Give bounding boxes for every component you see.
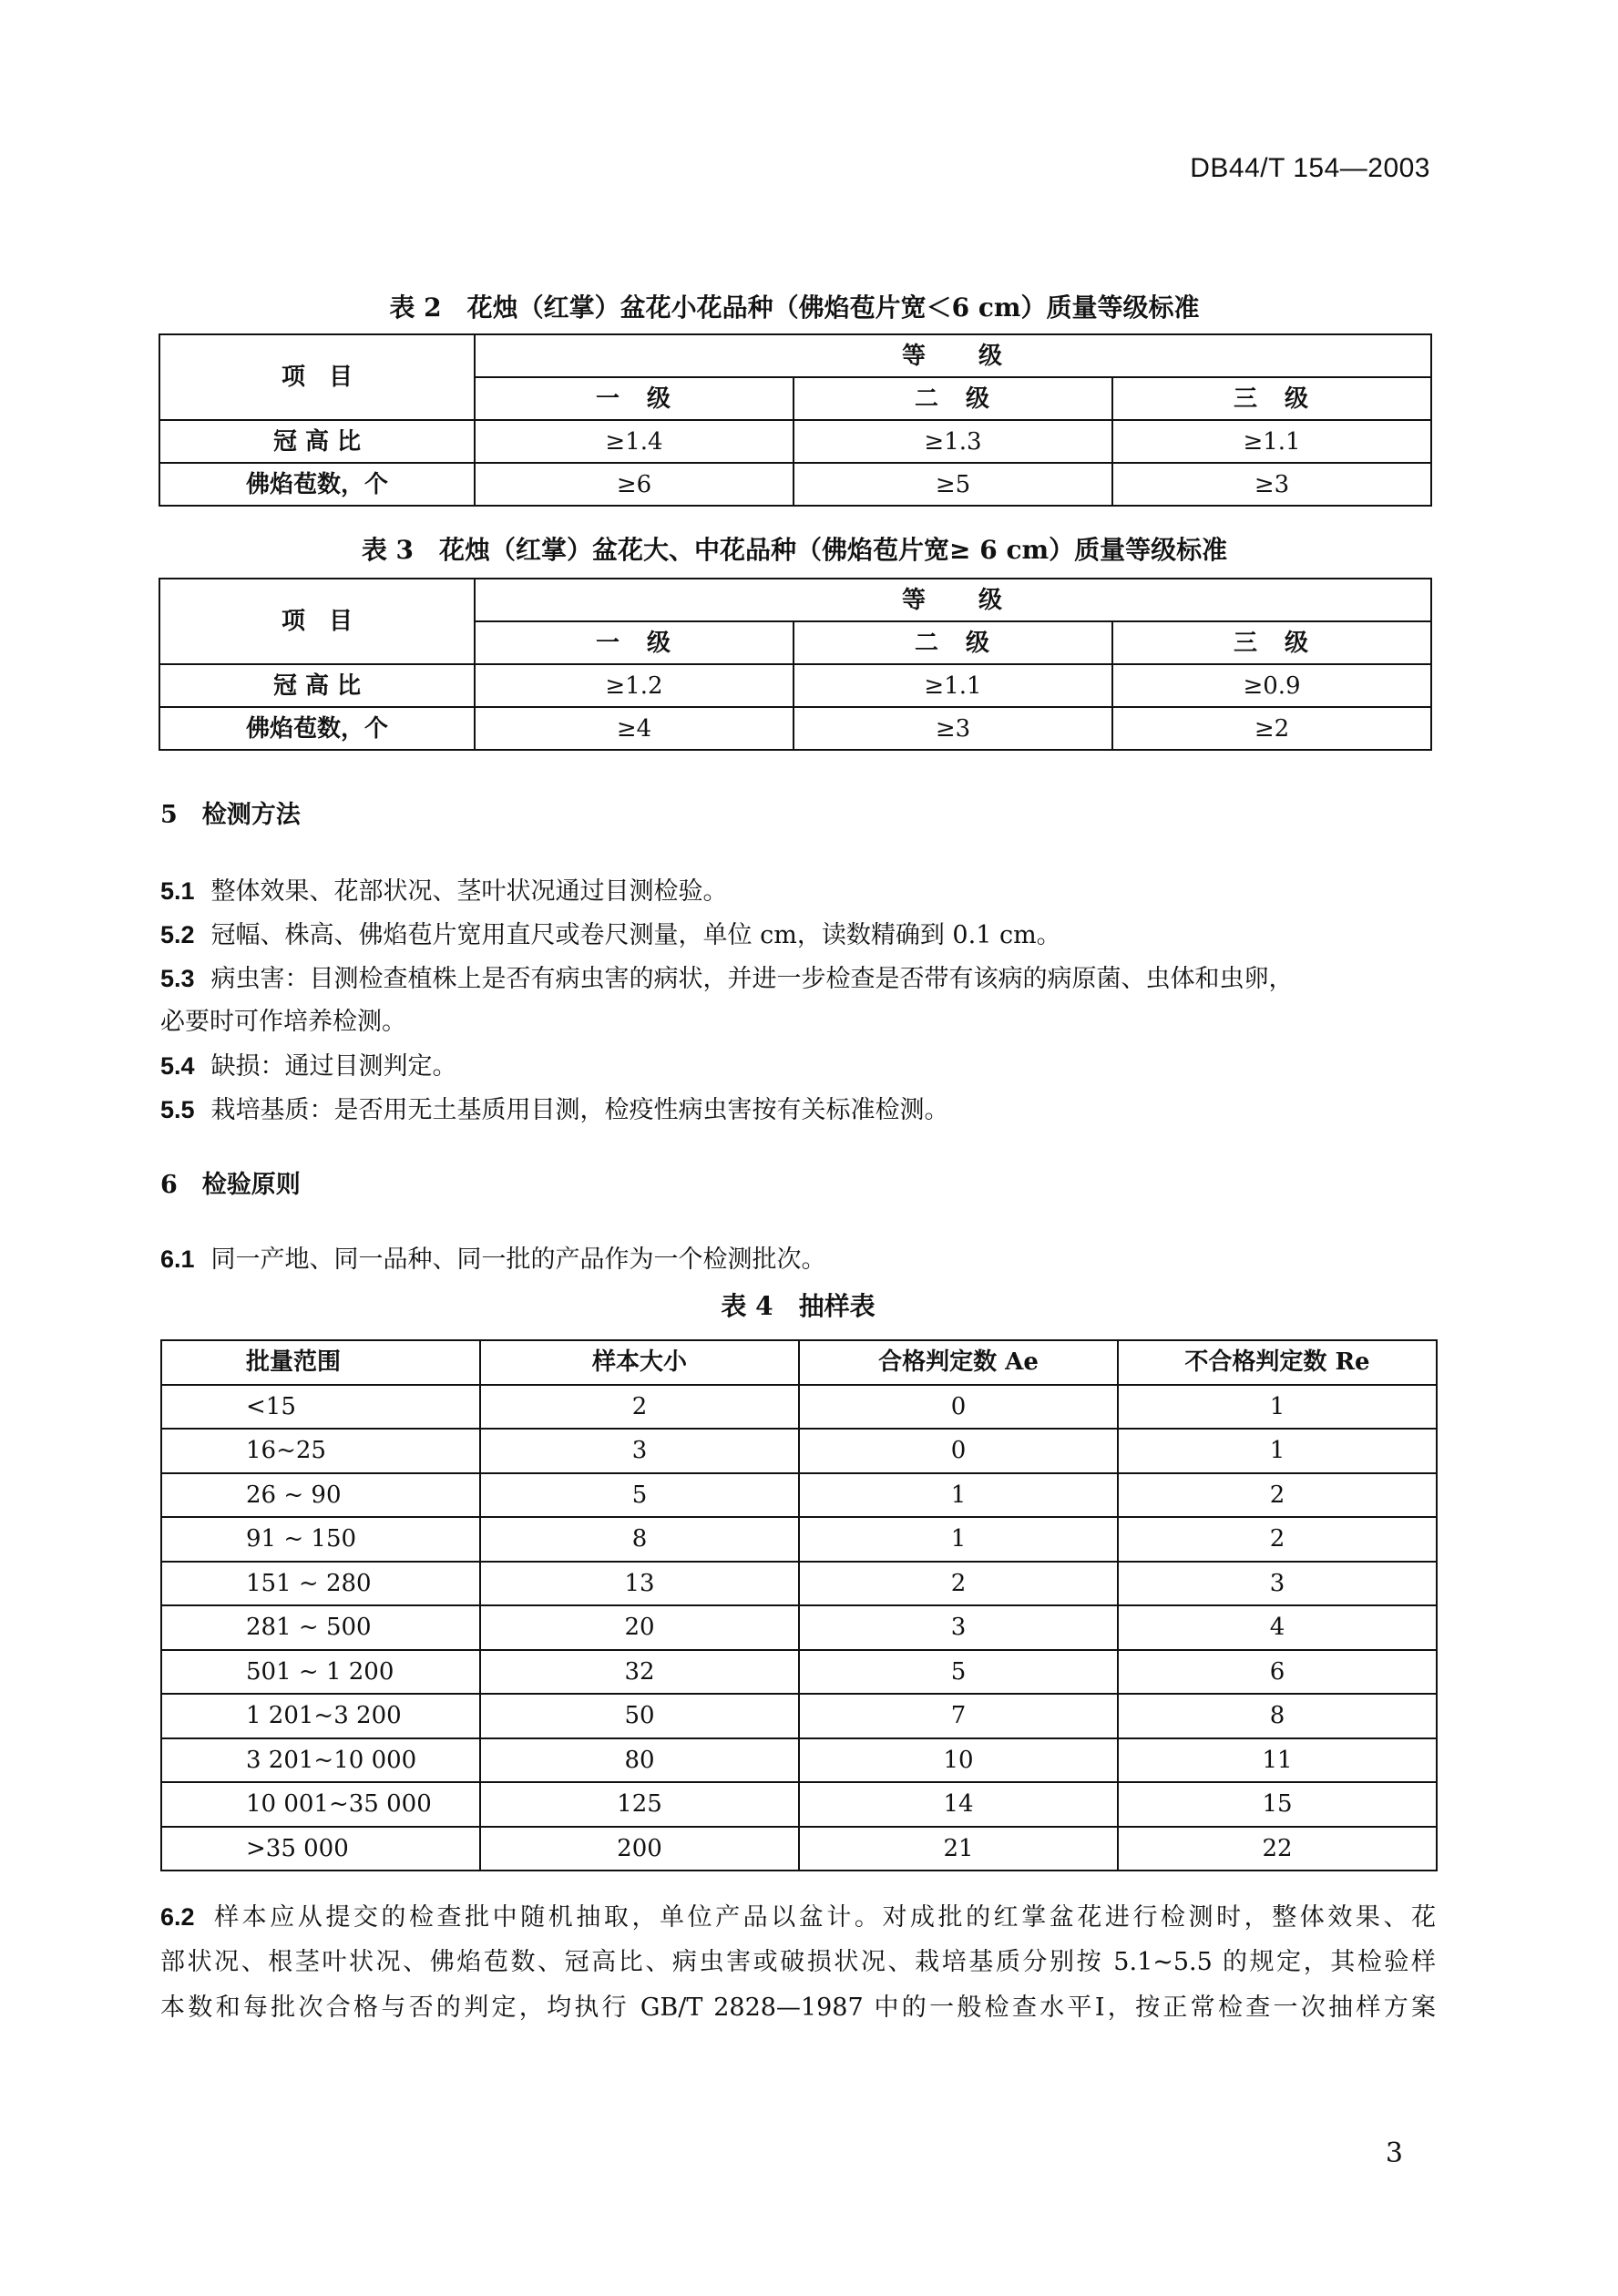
table3-cell: ≥1.2 xyxy=(475,664,794,707)
table4-header-sample-size: 样本大小 xyxy=(480,1340,799,1385)
table4-cell: 151 ~ 280 xyxy=(161,1562,480,1606)
table3-cell: ≥0.9 xyxy=(1112,664,1431,707)
table4-cell: 2 xyxy=(480,1385,799,1430)
table3-grade-2: 二 级 xyxy=(794,621,1112,664)
section5-item-5-5 xyxy=(160,1088,1436,1133)
table3-row-label: 冠 高 比 xyxy=(159,664,475,707)
table4-cell: >35 000 xyxy=(161,1827,480,1871)
table4-cell: 10 xyxy=(799,1738,1118,1783)
table2-row-label: 佛焰苞数，个 xyxy=(159,463,475,506)
table-row xyxy=(161,1517,1437,1562)
table4-cell: 3 xyxy=(480,1429,799,1473)
clause-number: 5.4 xyxy=(160,1052,195,1080)
clause-text: 同一产地、同一品种、同一批的产品作为一个检测批次。 xyxy=(210,1245,826,1274)
table4-cell: 200 xyxy=(480,1827,799,1871)
section6-item-6-2-line1 xyxy=(160,1895,1436,1940)
table2-cell: ≥6 xyxy=(475,463,794,506)
table-row xyxy=(161,1473,1437,1518)
table4-sampling xyxy=(160,1339,1438,1871)
section6-item-6-2-line2: 部状况、根茎叶状况、佛焰苞数、冠高比、病虫害或破损状况、栽培基质分别按 5.1~5.5 的规定，其检验样 xyxy=(160,1948,1436,1976)
table-row xyxy=(161,1605,1437,1650)
table2-grade-2: 二 级 xyxy=(794,377,1112,420)
table3-grade-standard xyxy=(159,578,1432,751)
table4-cell: 8 xyxy=(1118,1694,1437,1738)
section6-title: 6 检验原则 xyxy=(160,1171,301,1199)
clause-text: 病虫害：目测检查植株上是否有病虫害的病状，并进一步检查是否带有该病的病原菌、虫体和虫卵， xyxy=(210,965,1294,993)
table4-cell: 20 xyxy=(480,1605,799,1650)
table4-cell: 4 xyxy=(1118,1605,1437,1650)
table4-cell: 281 ~ 500 xyxy=(161,1605,480,1650)
table4-cell: 11 xyxy=(1118,1738,1437,1783)
table4-cell: 3 201~10 000 xyxy=(161,1738,480,1783)
table2-cell: ≥3 xyxy=(1112,463,1431,506)
table4-cell: 1 xyxy=(1118,1429,1437,1473)
table3-cell: ≥4 xyxy=(475,707,794,750)
clause-text: 样本应从提交的检查批中随机抽取，单位产品以盆计。对成批的红掌盆花进行检测时，整体效果、花 xyxy=(210,1903,1436,1932)
table-row xyxy=(161,1827,1437,1871)
table4-cell: 80 xyxy=(480,1738,799,1783)
table3-cell: ≥2 xyxy=(1112,707,1431,750)
table4-cell: 22 xyxy=(1118,1827,1437,1871)
table2-row-spathe-count xyxy=(159,463,1431,506)
table3-row-spathe-count xyxy=(159,707,1431,750)
table4-cell: 15 xyxy=(1118,1782,1437,1827)
clause-number: 5.2 xyxy=(160,921,195,948)
clause-number: 6.2 xyxy=(160,1903,195,1931)
table4-cell: 125 xyxy=(480,1782,799,1827)
table3-caption: 表 3 花烛（红掌）盆花大、中花品种（佛焰苞片宽≥ 6 cm）质量等级标准 xyxy=(361,535,1228,565)
section5-item-5-4 xyxy=(160,1044,1436,1089)
table-row xyxy=(161,1562,1437,1606)
table4-header-reject: 不合格判定数 Re xyxy=(1118,1340,1437,1385)
clause-number: 5.1 xyxy=(160,877,195,905)
clause-number: 5.5 xyxy=(160,1096,195,1123)
table2-cell: ≥1.1 xyxy=(1112,420,1431,463)
table4-cell: 10 001~35 000 xyxy=(161,1782,480,1827)
section6-item-6-2-line3: 本数和每批次合格与否的判定，均执行 GB/T 2828—1987 中的一般检查水平Ⅰ，按正常检查一次抽样方案 xyxy=(160,1994,1436,2022)
table4-cell: 3 xyxy=(1118,1562,1437,1606)
table4-cell: 5 xyxy=(480,1473,799,1518)
table2-cell: ≥5 xyxy=(794,463,1112,506)
table4-cell: 13 xyxy=(480,1562,799,1606)
clause-text: 冠幅、株高、佛焰苞片宽用直尺或卷尺测量，单位 cm，读数精确到 0.1 cm。 xyxy=(210,921,1061,949)
table4-cell: 1 xyxy=(1118,1385,1437,1430)
table4-cell: 16~25 xyxy=(161,1429,480,1473)
table2-grade-1: 一 级 xyxy=(475,377,794,420)
clause-text: 缺损：通过目测判定。 xyxy=(210,1052,457,1081)
clause-text: 整体效果、花部状况、茎叶状况通过目测检验。 xyxy=(210,877,728,906)
section6-item-6-1 xyxy=(160,1237,1436,1282)
table-row xyxy=(161,1429,1437,1473)
table-row xyxy=(161,1650,1437,1695)
section5-title: 5 检测方法 xyxy=(160,801,301,829)
table4-cell: 14 xyxy=(799,1782,1118,1827)
table3-item-header: 项 目 xyxy=(159,579,475,664)
table4-cell: 2 xyxy=(1118,1517,1437,1562)
table4-caption: 表 4 抽样表 xyxy=(721,1291,876,1321)
table4-cell: 501 ~ 1 200 xyxy=(161,1650,480,1695)
table3-row-label: 佛焰苞数，个 xyxy=(159,707,475,750)
table4-cell: 7 xyxy=(799,1694,1118,1738)
table4-cell: 1 xyxy=(799,1473,1118,1518)
clause-number: 6.1 xyxy=(160,1245,195,1273)
section5-item-5-1 xyxy=(160,869,1436,914)
table3-grade-header: 等 级 xyxy=(475,579,1431,621)
table2-grade-standard xyxy=(159,333,1432,507)
table4-cell: 26 ~ 90 xyxy=(161,1473,480,1518)
table2-grade-header: 等 级 xyxy=(475,334,1431,377)
table4-cell: 0 xyxy=(799,1385,1118,1430)
table2-grade-3: 三 级 xyxy=(1112,377,1431,420)
table3-grade-3: 三 级 xyxy=(1112,621,1431,664)
table4-cell: 2 xyxy=(799,1562,1118,1606)
table4-cell: 6 xyxy=(1118,1650,1437,1695)
page-number: 3 xyxy=(1385,2137,1403,2169)
table4-cell: 91 ~ 150 xyxy=(161,1517,480,1562)
table4-cell: 5 xyxy=(799,1650,1118,1695)
table4-header-accept: 合格判定数 Ae xyxy=(799,1340,1118,1385)
table-row xyxy=(161,1694,1437,1738)
table4-cell: 1 201~3 200 xyxy=(161,1694,480,1738)
document-code: DB44/T 154—2003 xyxy=(1190,153,1430,183)
table-row xyxy=(161,1738,1437,1783)
table3-grade-1: 一 级 xyxy=(475,621,794,664)
table4-header-row xyxy=(161,1340,1437,1385)
table3-cell: ≥1.1 xyxy=(794,664,1112,707)
table4-cell: 50 xyxy=(480,1694,799,1738)
table2-item-header: 项 目 xyxy=(159,334,475,420)
table4-cell: 2 xyxy=(1118,1473,1437,1518)
table4-cell: 32 xyxy=(480,1650,799,1695)
table-row xyxy=(161,1782,1437,1827)
table4-cell: <15 xyxy=(161,1385,480,1430)
clause-text: 栽培基质：是否用无土基质用目测，检疫性病虫害按有关标准检测。 xyxy=(210,1096,949,1124)
table2-cell: ≥1.3 xyxy=(794,420,1112,463)
table4-cell: 1 xyxy=(799,1517,1118,1562)
table2-caption: 表 2 花烛（红掌）盆花小花品种（佛焰苞片宽＜6 cm）质量等级标准 xyxy=(389,292,1200,323)
section5-item-5-3-cont: 必要时可作培养检测。 xyxy=(160,1008,406,1036)
clause-number: 5.3 xyxy=(160,965,195,992)
table4-cell: 21 xyxy=(799,1827,1118,1871)
table4-cell: 0 xyxy=(799,1429,1118,1473)
table3-row-crown-ratio xyxy=(159,664,1431,707)
table2-cell: ≥1.4 xyxy=(475,420,794,463)
table-row xyxy=(161,1385,1437,1430)
table2-row-crown-ratio xyxy=(159,420,1431,463)
table4-header-lot-range: 批量范围 xyxy=(161,1340,480,1385)
table4-cell: 8 xyxy=(480,1517,799,1562)
table4-cell: 3 xyxy=(799,1605,1118,1650)
table2-row-label: 冠 高 比 xyxy=(159,420,475,463)
section5-item-5-3 xyxy=(160,957,1436,1001)
table3-cell: ≥3 xyxy=(794,707,1112,750)
section5-item-5-2 xyxy=(160,913,1436,958)
